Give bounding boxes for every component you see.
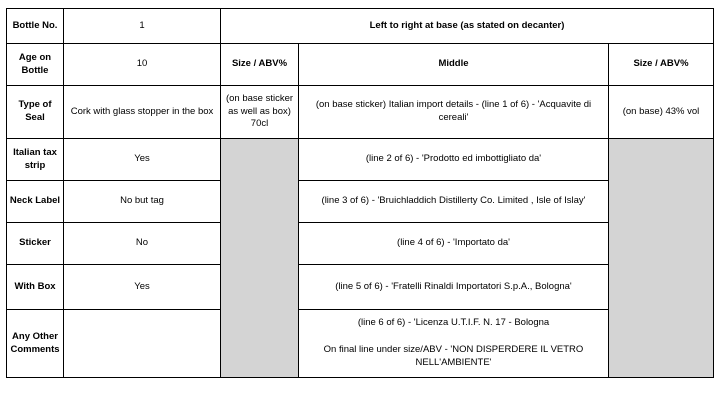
value-sticker: No: [64, 223, 221, 265]
value-with-box: Yes: [64, 265, 221, 310]
value-neck-label: No but tag: [64, 181, 221, 223]
label-bottle-no: Bottle No.: [7, 9, 64, 44]
value-bottle-no: 1: [64, 9, 221, 44]
value-age-on-bottle: 10: [64, 44, 221, 86]
row-type-of-seal: [7, 86, 714, 139]
base-middle-line-4: (line 4 of 6) - 'Importato da': [299, 223, 609, 265]
base-final-note: On final line under size/ABV - 'NON DISPERDERE IL VETRO NELL'AMBIENTE': [323, 344, 584, 368]
base-right-empty: [609, 139, 714, 378]
header-size-abv-left: Size / ABV%: [221, 44, 299, 86]
base-middle-final-cell: [299, 310, 609, 378]
base-middle-line-2: (line 2 of 6) - 'Prodotto ed imbottigliato da': [299, 139, 609, 181]
row-age-on-bottle: [7, 44, 714, 86]
base-left-text: (on base sticker as well as box) 70cl: [221, 86, 299, 139]
label-type-of-seal: Type of Seal: [7, 86, 64, 139]
label-with-box: With Box: [7, 265, 64, 310]
label-neck-label: Neck Label: [7, 181, 64, 223]
row-italian-tax-strip: [7, 139, 714, 181]
row-with-box: [7, 265, 714, 310]
row-bottle-no: [7, 9, 714, 44]
label-age-on-bottle: Age on Bottle: [7, 44, 64, 86]
value-type-of-seal: Cork with glass stopper in the box: [64, 86, 221, 139]
row-any-other-comments: [7, 310, 714, 378]
value-any-other-comments: [64, 310, 221, 378]
label-sticker: Sticker: [7, 223, 64, 265]
base-middle-line-3: (line 3 of 6) - 'Bruichladdich Distillerty Co. Limited , Isle of Islay': [299, 181, 609, 223]
base-middle-line-5: (line 5 of 6) - 'Fratelli Rinaldi Importatori S.p.A., Bologna': [299, 265, 609, 310]
header-base-title: Left to right at base (as stated on decanter): [221, 9, 714, 44]
base-left-empty: [221, 139, 299, 378]
bottle-details-table: [6, 8, 714, 378]
header-size-abv-right: Size / ABV%: [609, 44, 714, 86]
base-right-text: (on base) 43% vol: [609, 86, 714, 139]
base-middle-line-1: (on base sticker) Italian import details - (line 1 of 6) - 'Acquavite di cereali': [299, 86, 609, 139]
label-any-other-comments: Any Other Comments: [7, 310, 64, 378]
base-middle-line-6: (line 6 of 6) - 'Licenza U.T.I.F. N. 17 - Bologna: [357, 317, 550, 329]
label-italian-tax-strip: Italian tax strip: [7, 139, 64, 181]
row-sticker: [7, 223, 714, 265]
header-middle: Middle: [299, 44, 609, 86]
value-italian-tax-strip: Yes: [64, 139, 221, 181]
row-neck-label: [7, 181, 714, 223]
